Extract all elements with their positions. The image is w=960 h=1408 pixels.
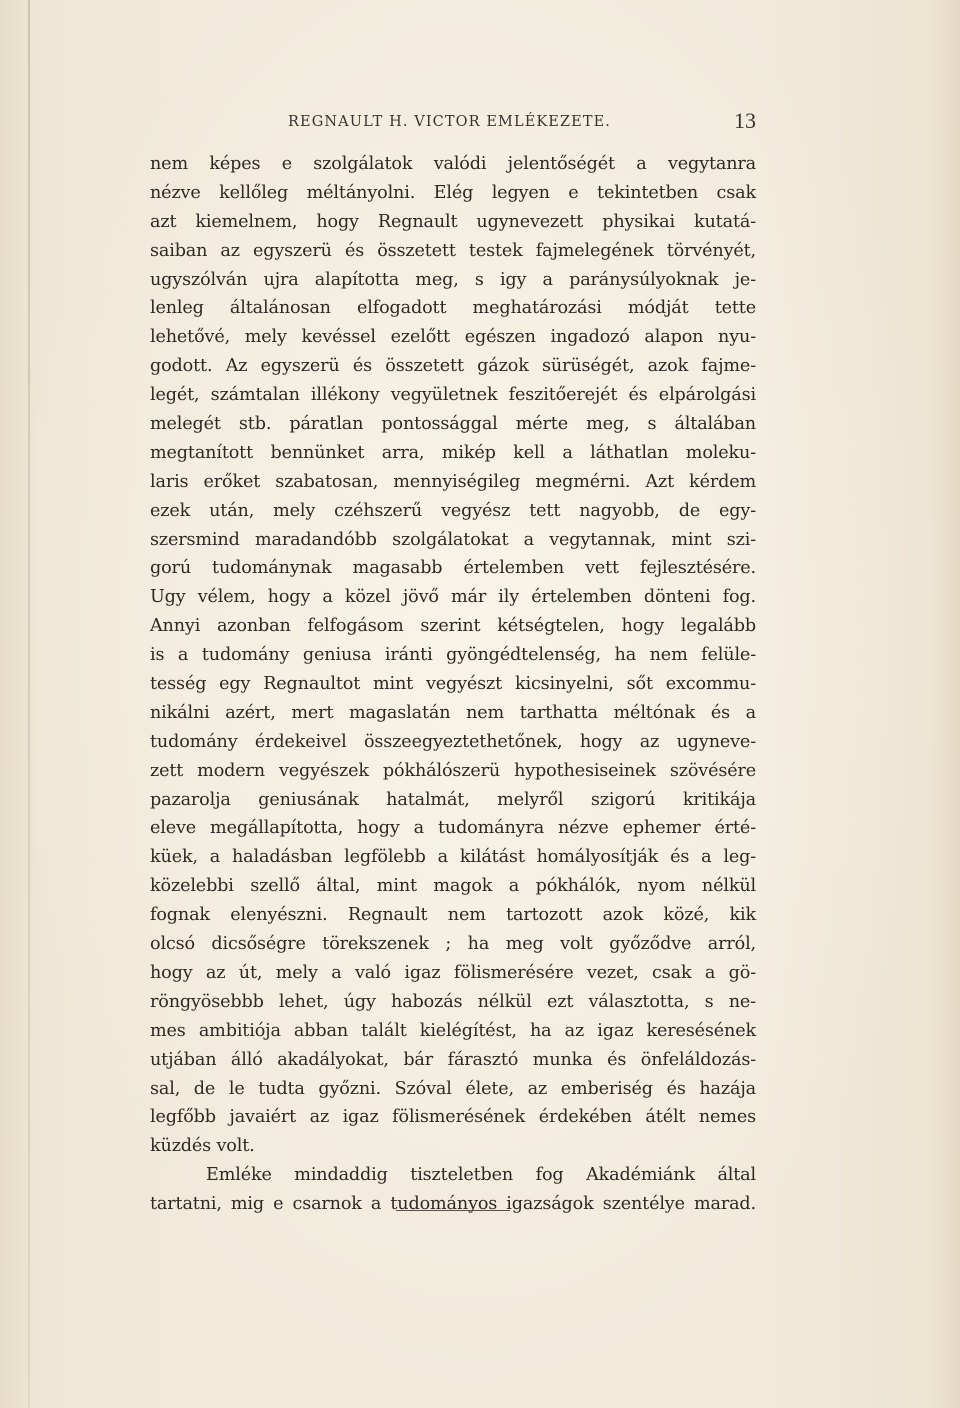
running-title: REGNAULT H. VICTOR EMLÉKEZETE. bbox=[288, 114, 612, 130]
text-line: azt kiemelnem, hogy Regnault ugynevezett physikai kutatá- bbox=[150, 211, 756, 232]
page-number: 13 bbox=[734, 108, 756, 133]
text-line: tudomány érdekeivel összeegyeztethetőnek, hogy az ugyneve- bbox=[150, 731, 756, 752]
text-line: sal, de le tudta győzni. Szóval élete, az emberiség és hazája bbox=[150, 1078, 756, 1099]
text-line: melegét stb. páratlan pontossággal mérte meg, s általában bbox=[150, 414, 756, 435]
text-line: Annyi azonban felfogásom szerint kétségtelen, hogy legalább bbox=[150, 616, 756, 637]
text-line: Emléke mindaddig tiszteletben fog Akadémiánk által bbox=[206, 1165, 756, 1186]
text-line: ezek után, mely czéhszerű vegyész tett nagyobb, de egy- bbox=[150, 500, 756, 521]
page-edge-shadow bbox=[28, 0, 30, 1408]
text-line: eleve megállapította, hogy a tudományra nézve ephemer érté- bbox=[150, 818, 756, 839]
body-text bbox=[150, 150, 756, 1219]
text-line: is a tudomány geniusa iránti gyöngédtelenség, ha nem felüle- bbox=[150, 645, 756, 666]
closing-rule bbox=[396, 1210, 510, 1211]
text-line: godott. Az egyszerü és összetett gázok sürüségét, azok fajme- bbox=[150, 356, 756, 377]
text-line: közelebbi szellő által, mint magok a pókhálók, nyom nélkül bbox=[150, 876, 756, 897]
text-line: szersmind maradandóbb szolgálatokat a vegytannak, mint szi- bbox=[150, 529, 756, 550]
text-line: zett modern vegyészek pókhálószerü hypothesiseinek szövésére bbox=[150, 760, 756, 781]
text-line: ugyszólván ujra alapította meg, s igy a paránysúlyoknak je- bbox=[150, 269, 756, 290]
text-line: lehetővé, mely kevéssel ezelőtt egészen ingadozó alapon nyu- bbox=[150, 327, 756, 348]
text-line: saiban az egyszerü és összetett testek fajmelegének törvényét, bbox=[150, 240, 756, 261]
text-line: röngyösebbb lehet, úgy habozás nélkül ezt választotta, s ne- bbox=[150, 991, 756, 1012]
text-line: nikálni azért, mert magaslatán nem tarthatta méltónak és a bbox=[150, 702, 756, 723]
text-line: laris erőket szabatosan, mennyiségileg megmérni. Azt kérdem bbox=[150, 471, 756, 492]
text-line: lenleg általánosan elfogadott meghatározási módját tette bbox=[150, 298, 756, 319]
paragraph-end-line: küzdés volt. bbox=[150, 1136, 255, 1157]
text-line: mes ambitiója abban talált kielégítést, ha az igaz keresésének bbox=[150, 1020, 756, 1041]
running-head bbox=[150, 108, 756, 138]
text-line: tesség egy Regnaultot mint vegyészt kicsinyelni, sőt excommu- bbox=[150, 674, 756, 695]
text-line: Ugy vélem, hogy a közel jövő már ily értelemben dönteni fog. bbox=[150, 587, 756, 608]
text-line: gorú tudománynak magasabb értelemben vett fejlesztésére. bbox=[150, 558, 756, 579]
text-line: nézve kellőleg méltányolni. Elég legyen e tekintetben csak bbox=[150, 182, 756, 203]
text-line: utjában álló akadályokat, bár fárasztó munka és önfeláldozás- bbox=[150, 1049, 756, 1070]
text-line: pazarolja geniusának hatalmát, melyről szigorú kritikája bbox=[150, 789, 756, 810]
text-line: megtanított bennünket arra, mikép kell a láthatlan moleku- bbox=[150, 442, 756, 463]
text-line: olcsó dicsőségre törekszenek ; ha meg volt győződve arról, bbox=[150, 934, 756, 955]
text-line: fognak elenyészni. Regnault nem tartozott azok közé, kik bbox=[150, 905, 756, 926]
text-line: hogy az út, mely a való igaz fölismerésére vezet, csak a gö- bbox=[150, 962, 756, 983]
text-line: nem képes e szolgálatok valódi jelentőségét a vegytanra bbox=[150, 154, 756, 174]
text-line: legfőbb javaiért az igaz fölismerésének érdekében átélt nemes bbox=[150, 1107, 756, 1128]
text-line: tartatni, mig e csarnok a tudományos igazságok szentélye marad. bbox=[150, 1194, 756, 1215]
text-line: küek, a haladásban legfölebb a kilátást homályosítják és a leg- bbox=[150, 847, 756, 868]
text-line: legét, számtalan illékony vegyületnek feszitőerejét és elpárolgási bbox=[150, 385, 756, 406]
